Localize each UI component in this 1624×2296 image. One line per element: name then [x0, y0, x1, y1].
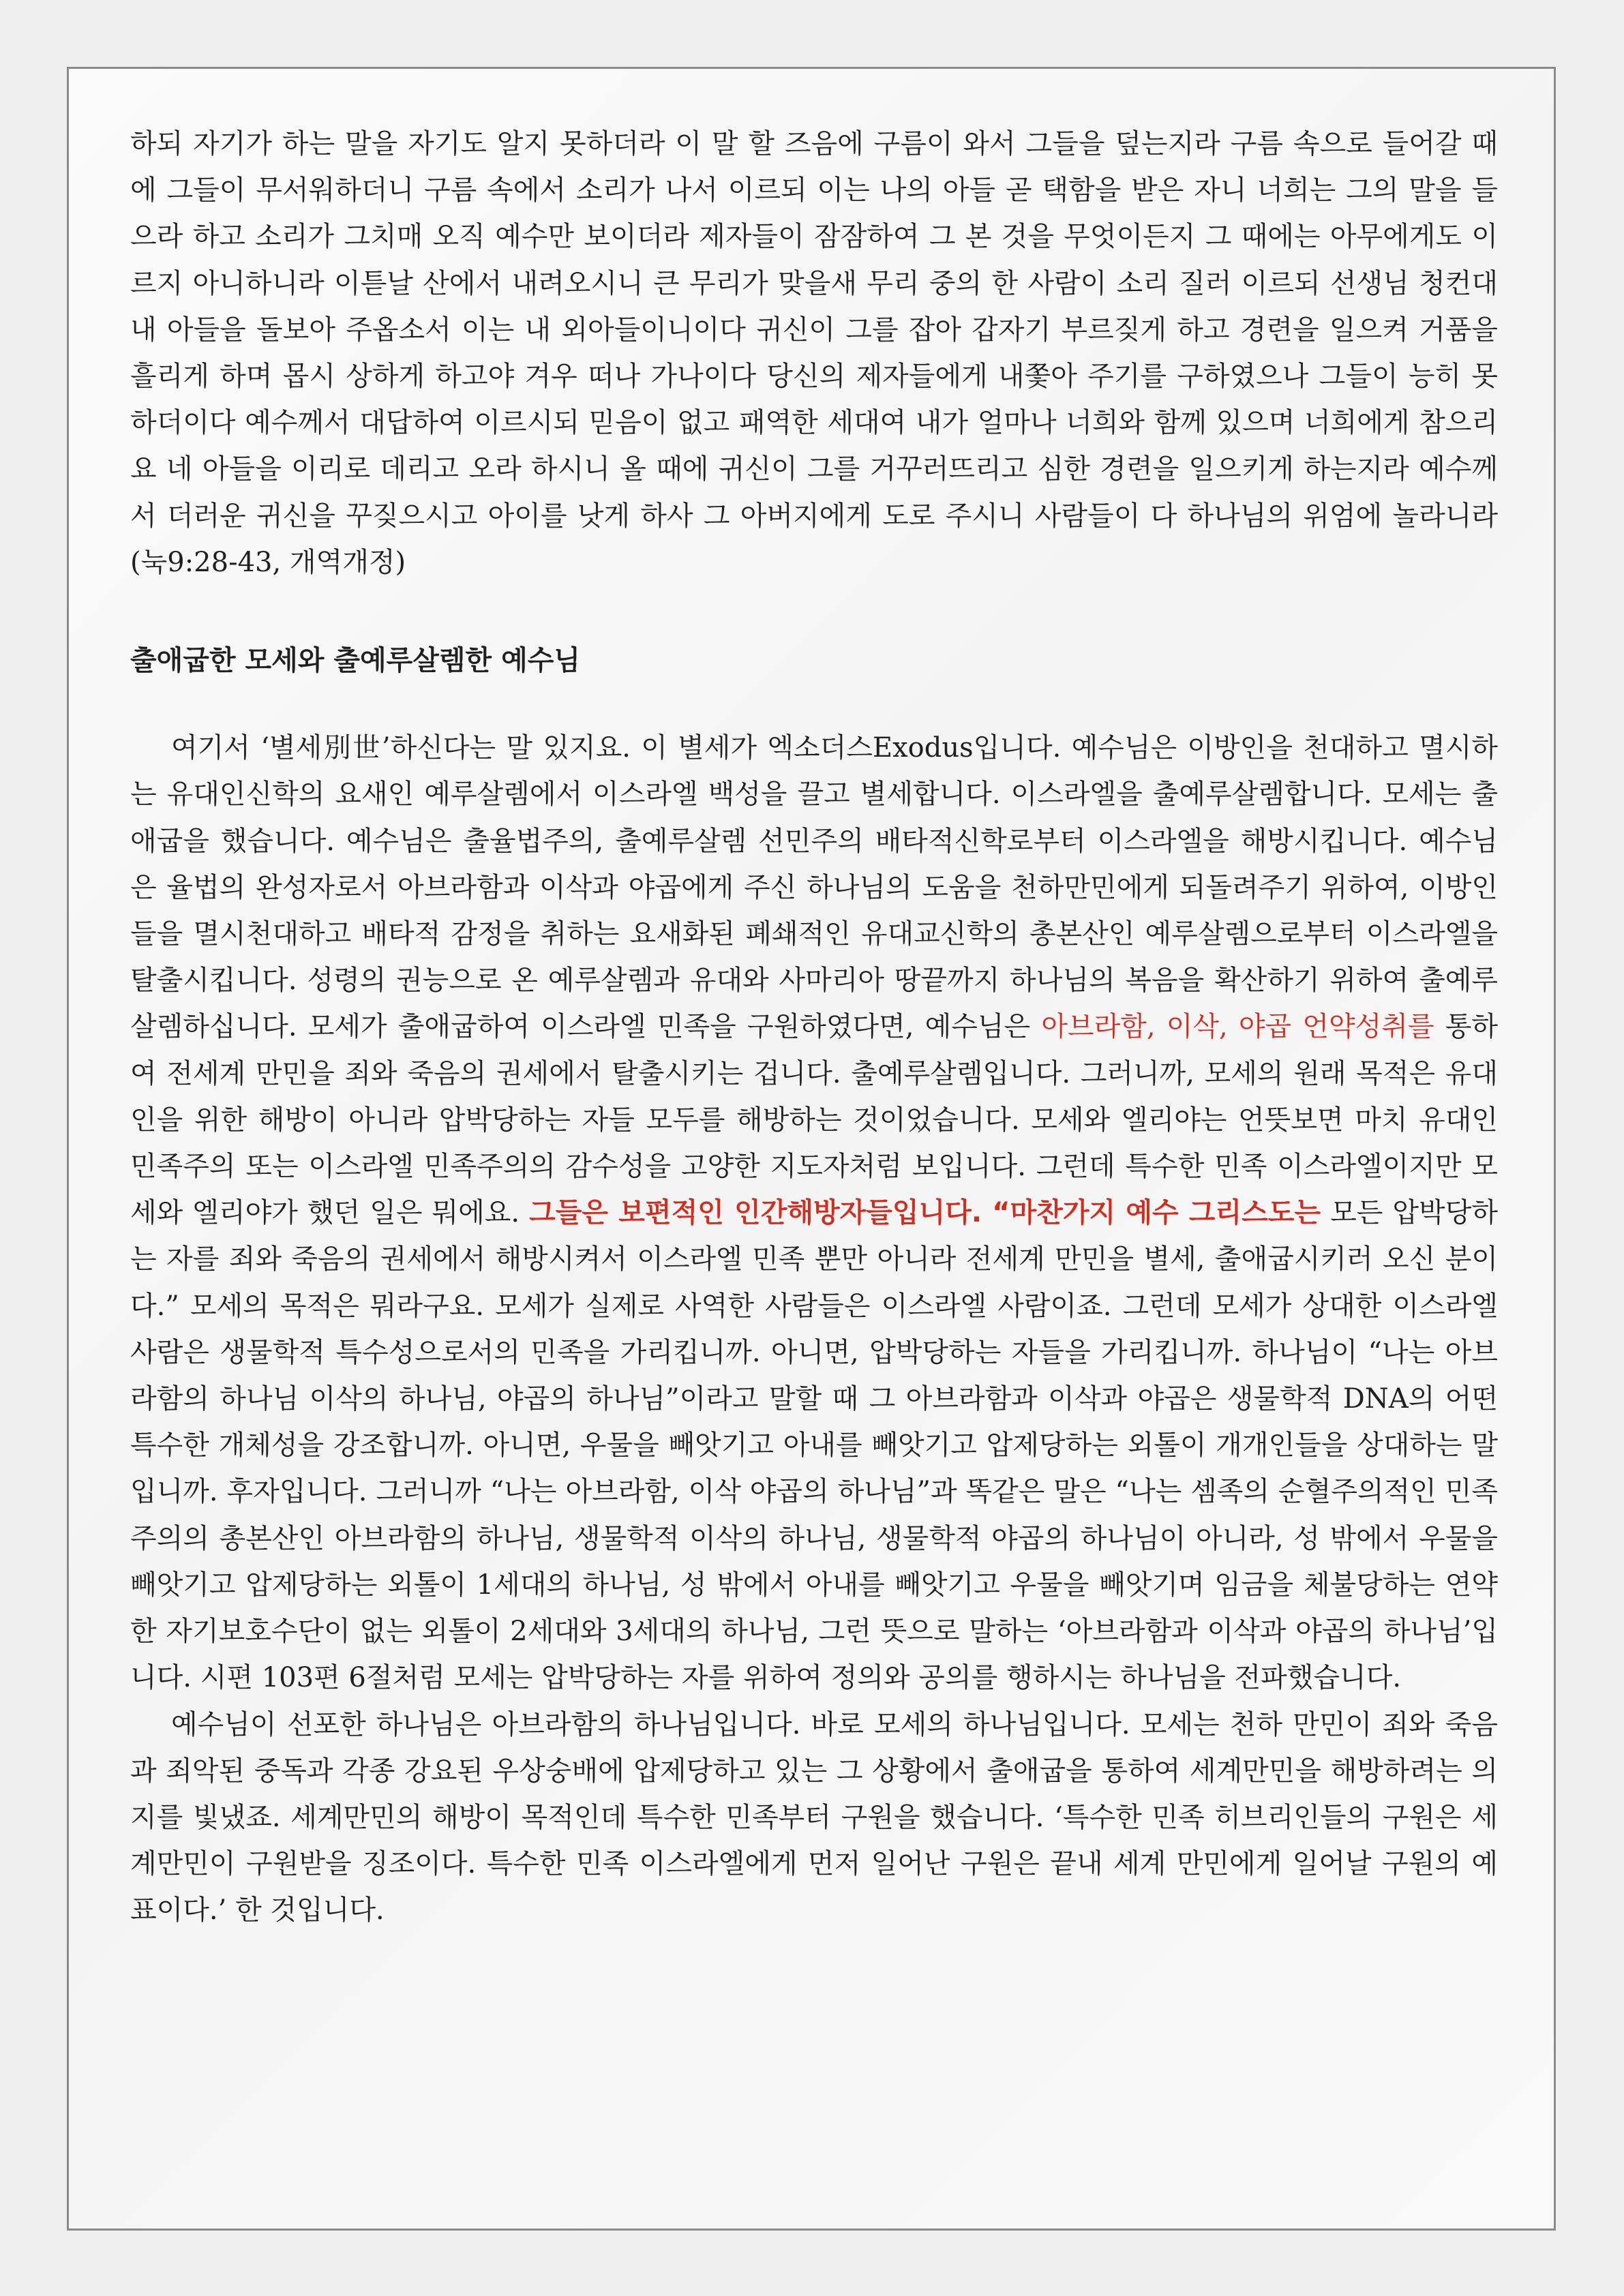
body-paragraph-1 — [130, 725, 1498, 1701]
highlighted-phrase: 아브라함, 이삭, 야곱 언약성취를 — [1041, 1011, 1434, 1043]
scripture-passage: 하되 자기가 하는 말을 자기도 알지 못하더라 이 말 할 즈음에 구름이 와서 그들을 덮는지라 구름 속으로 들어갈 때에 그들이 무서워하더니 구름 속에서 소리가 나서 이르되 이는 나의 아들 곧 택함을 받은 자니 너희는 그의 말을 들으라 하고 소리가 그치매 오직 예수만 보이더라 제자들이 잠잠하여 그 본 것을 무엇이든지 그 때에는 아무에게도 이르지 아니하니라 이튿날 산에서 내려오시니 큰 무리가 맞을새 무리 중의 한 사람이 소리 질러 이르되 선생님 청컨대 내 아들을 돌보아 주옵소서 이는 내 외아들이니이다 귀신이 그를 잡아 갑자기 부르짖게 하고 경련을 일으켜 거품을 흘리게 하며 몹시 상하게 하고야 겨우 떠나 가나이다 당신의 제자들에게 내쫓아 주기를 구하였으나 그들이 능히 못하더이다 예수께서 대답하여 이르시되 믿음이 없고 패역한 세대여 내가 얼마나 너희와 함께 있으며 너희에게 참으리요 네 아들을 이리로 데리고 오라 하시니 올 때에 귀신이 그를 거꾸러뜨리고 심한 경련을 일으키게 하는지라 예수께서 더러운 귀신을 꾸짖으시고 아이를 낫게 하사 그 아버지에게 도로 주시니 사람들이 다 하나님의 위엄에 놀라니라(눅9:28-43, 개역개정) — [130, 128, 1498, 578]
paragraph-text: 모든 압박당하는 자를 죄와 죽음의 권세에서 해방시켜서 이스라엘 민족 뿐만 아니라 전세계 만민을 별세, 출애굽시키러 오신 분이다.” 모세의 목적은 뭐라구요. 모세가 실제로 사역한 사람들은 이스라엘 사람이죠. 그런데 모세가 상대한 이스라엘 사람은 생물학적 특수성으로서의 민족을 가리킵니까. 아니면, 압박당하는 자들을 가리킵니까. 하나님이 “나는 아브라함의 하나님 이삭의 하나님, 야곱의 하나님”이라고 말할 때 그 아브라함과 이삭과 야곱은 생물학적 DNA의 어떤 특수한 개체성을 강조합니까. 아니면, 우물을 빼앗기고 아내를 빼앗기고 압제당하는 외톨이 개개인들을 상대하는 말입니까. 후자입니다. 그러니까 “나는 아브라함, 이삭 야곱의 하나님”과 똑같은 말은 “나는 셈족의 순혈주의적인 민족주의의 총본산인 아브라함의 하나님, 생물학적 이삭의 하나님, 생물학적 야곱의 하나님이 아니라, 성 밖에서 우물을 빼앗기고 압제당하는 외톨이 1세대의 하나님, 성 밖에서 아내를 빼앗기고 우물을 빼앗기며 임금을 체불당하는 연약한 자기보호수단이 없는 외톨이 2세대와 3세대의 하나님, 그런 뜻으로 말하는 ‘아브라함과 이삭과 야곱의 하나님’입니다. 시편 103편 6절처럼 모세는 압박당하는 자를 위하여 정의와 공의를 행하시는 하나님을 전파했습니다. — [130, 1197, 1498, 1694]
document-page — [67, 67, 1556, 2231]
section-heading: 출애굽한 모세와 출예루살렘한 예수님 — [130, 645, 581, 677]
emphasized-phrase: 그들은 보편적인 인간해방자들입니다. “마찬가지 예수 그리스도는 — [529, 1197, 1321, 1229]
body-paragraph-2: 예수님이 선포한 하나님은 아브라함의 하나님입니다. 바로 모세의 하나님입니다. 모세는 천하 만민이 죄와 죽음과 죄악된 중독과 각종 강요된 우상숭배에 압제당하고 있는 그 상황에서 출애굽을 통하여 세계만민을 해방하려는 의지를 빛냈죠. 세계만민의 해방이 목적인데 특수한 민족부터 구원을 했습니다. ‘특수한 민족 히브리인들의 구원은 세계만민이 구원받을 징조이다. 특수한 민족 이스라엘에게 먼저 일어난 구원은 끝내 세계 만민에게 일어날 구원의 예표이다.’ 한 것입니다. — [130, 1708, 1498, 1927]
paragraph-text: 여기서 ‘별세別世’하신다는 말 있지요. 이 별세가 엑소더스Exodus입니다. 예수님은 이방인을 천대하고 멸시하는 유대인신학의 요새인 예루살렘에서 이스라엘 백성을 끌고 별세합니다. 이스라엘을 출예루살렘합니다. 모세는 출애굽을 했습니다. 예수님은 출율법주의, 출예루살렘 선민주의 배타적신학로부터 이스라엘을 해방시킵니다. 예수님은 율법의 완성자로서 아브라함과 이삭과 야곱에게 주신 하나님의 도움을 천하만민에게 되돌려주기 위하여, 이방인들을 멸시천대하고 배타적 감정을 취하는 요새화된 폐쇄적인 유대교신학의 총본산인 예루살렘으로부터 이스라엘을 탈출시킵니다. 성령의 권능으로 온 예루살렘과 유대와 사마리아 땅끝까지 하나님의 복음을 확산하기 위하여 출예루살렘하십니다. 모세가 출애굽하여 이스라엘 민족을 구원하였다면, 예수님은 — [130, 732, 1498, 1043]
document-body — [130, 121, 1498, 1934]
paragraph-text: 통하여 전세계 만민을 죄와 죽음의 권세에서 탈출시키는 겁니다. 출예루살렘입니다. 그러니까, 모세의 원래 목적은 유대인을 위한 해방이 아니라 압박당하는 자들 모두를 해방하는 것이었습니다. 모세와 엘리야는 언뜻보면 마치 유대인 민족주의 또는 이스라엘 민족주의의 감수성을 고양한 지도자처럼 보입니다. 그런데 특수한 민족 이스라엘이지만 모세와 엘리야가 했던 일은 뭐에요. — [130, 1011, 1498, 1229]
